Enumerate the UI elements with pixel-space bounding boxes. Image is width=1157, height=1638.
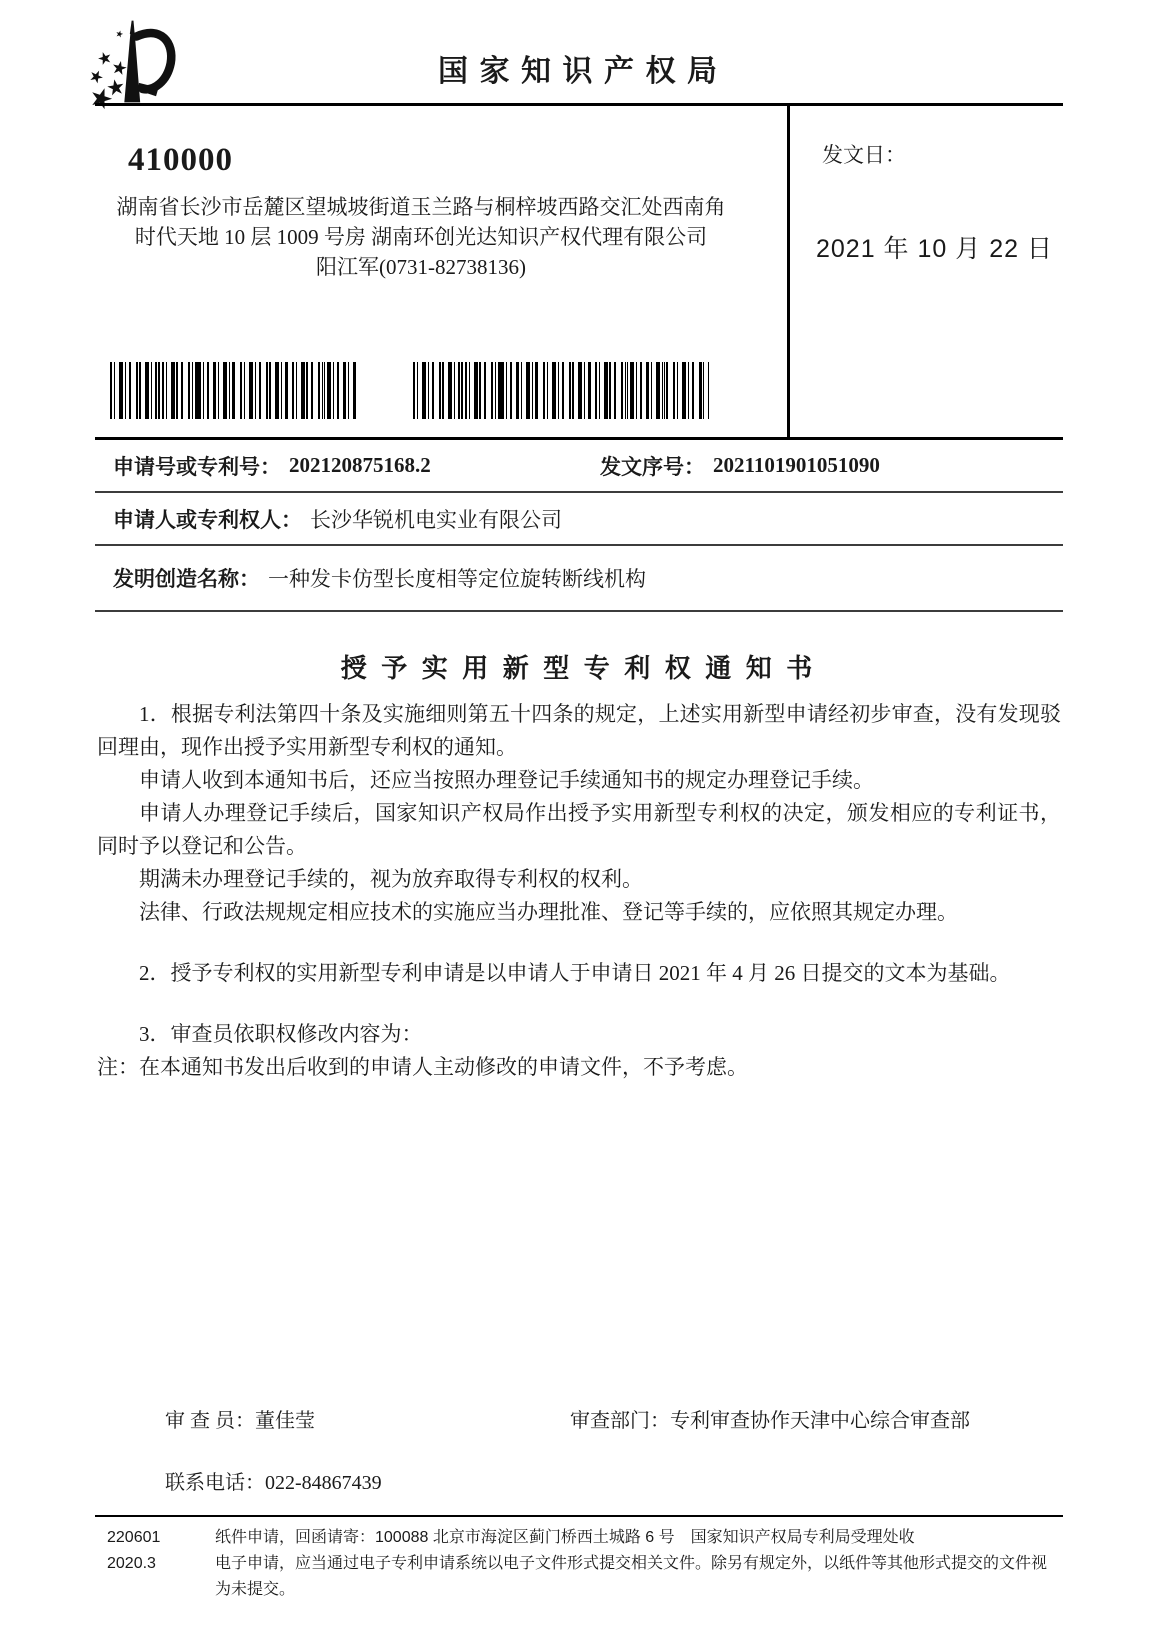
page-title: 国 家 知 识 产 权 局 <box>438 55 719 88</box>
examiner-name: 董佳莹 <box>255 1410 315 1432</box>
notice-paragraph: 期满未办理登记手续的，视为放弃取得专利权的权利。 <box>139 867 643 891</box>
recipient-address-line1: 湖南省长沙市岳麓区望城坡街道玉兰路与桐梓坡西路交汇处西南角 <box>116 195 726 219</box>
notice-title: 授 予 实 用 新 型 专 利 权 通 知 书 <box>340 654 817 683</box>
application-number-row <box>95 440 1063 493</box>
invention-title-value: 一种发卡仿型长度相等定位旋转断线机构 <box>268 567 646 591</box>
footer-line-paper: 纸件申请，回函请寄：100088 北京市海淀区蓟门桥西土城路 6 号 国家知识产权局专利局受理处收 <box>215 1529 915 1546</box>
invention-title-label: 发明创造名称： <box>113 567 260 591</box>
application-number-value: 202120875168.2 <box>289 453 431 477</box>
invention-title-row <box>95 546 1063 612</box>
notice-paragraph: 申请人收到本通知书后，还应当按照办理登记手续通知书的规定办理登记手续。 <box>139 768 874 792</box>
barcode-icon <box>110 362 356 419</box>
notice-paragraph: 1．根据专利法第四十条及实施细则第五十四条的规定，上述实用新型申请经初步审查，没有发现驳回理由，现作出授予实用新型专利权的通知。 <box>97 702 1061 759</box>
department-label: 审查部门： <box>570 1410 670 1432</box>
footer-line-electronic: 电子申请，应当通过电子专利申请系统以电子文件形式提交相关文件。除另有规定外，以纸件等其他形式提交的文件视为未提交。 <box>215 1555 1048 1598</box>
examiner-row <box>95 1404 1063 1433</box>
case-meta-table <box>95 440 1063 612</box>
dispatch-serial-value: 2021101901051090 <box>713 453 880 477</box>
review-block <box>95 1404 1063 1495</box>
dispatch-serial-group <box>600 451 880 481</box>
footer-block <box>95 1515 1063 1603</box>
recipient-address <box>109 192 733 282</box>
examiner-label: 审 查 员： <box>165 1410 255 1432</box>
department-name: 专利审查协作天津中心综合审查部 <box>670 1410 970 1432</box>
form-codes <box>107 1525 205 1603</box>
notice-body <box>97 698 1061 1084</box>
footer-legal-text <box>215 1525 1061 1603</box>
applicant-value: 长沙华锐机电实业有限公司 <box>310 507 562 532</box>
dispatch-date-box <box>787 105 1063 437</box>
phone-field <box>165 1466 1063 1495</box>
applicant-row <box>95 493 1063 546</box>
form-code: 220601 <box>107 1529 161 1546</box>
notice-paragraph: 2．授予专利权的实用新型专利申请是以申请人于申请日 2021 年 4 月 26 日提交的文本为基础。 <box>139 961 1011 985</box>
examiner-field <box>165 1404 315 1433</box>
recipient-postcode: 410000 <box>128 142 233 178</box>
application-number-label: 申请号或专利号： <box>113 454 281 479</box>
department-field <box>570 1404 970 1433</box>
recipient-block <box>95 138 755 282</box>
notice-paragraph: 申请人办理登记手续后，国家知识产权局作出授予实用新型专利权的决定，颁发相应的专利证书，同时予以登记和公告。 <box>97 801 1061 858</box>
recipient-address-line2: 时代天地 10 层 1009 号房 湖南环创光达知识产权代理有限公司 <box>134 225 708 249</box>
phone-number: 022-84867439 <box>265 1472 382 1494</box>
notice-paragraph: 法律、行政法规规定相应技术的实施应当办理批准、登记等手续的，应依照其规定办理。 <box>139 900 958 924</box>
dispatch-date-value: 2021 年 10 月 22 日 <box>816 235 1053 263</box>
form-version: 2020.3 <box>107 1555 156 1572</box>
applicant-label: 申请人或专利权人： <box>113 507 302 532</box>
notice-paragraph: 3．审查员依职权修改内容为： <box>139 1022 423 1046</box>
notice-paragraph: 注：在本通知书发出后收到的申请人主动修改的申请文件，不予考虑。 <box>97 1055 748 1079</box>
phone-label: 联系电话： <box>165 1472 265 1494</box>
dispatch-date-label: 发文日： <box>822 143 906 167</box>
recipient-contact: 阳江军(0731-82738136) <box>316 255 526 279</box>
barcode-icon <box>413 362 709 419</box>
dispatch-serial-label: 发文序号： <box>600 454 705 479</box>
